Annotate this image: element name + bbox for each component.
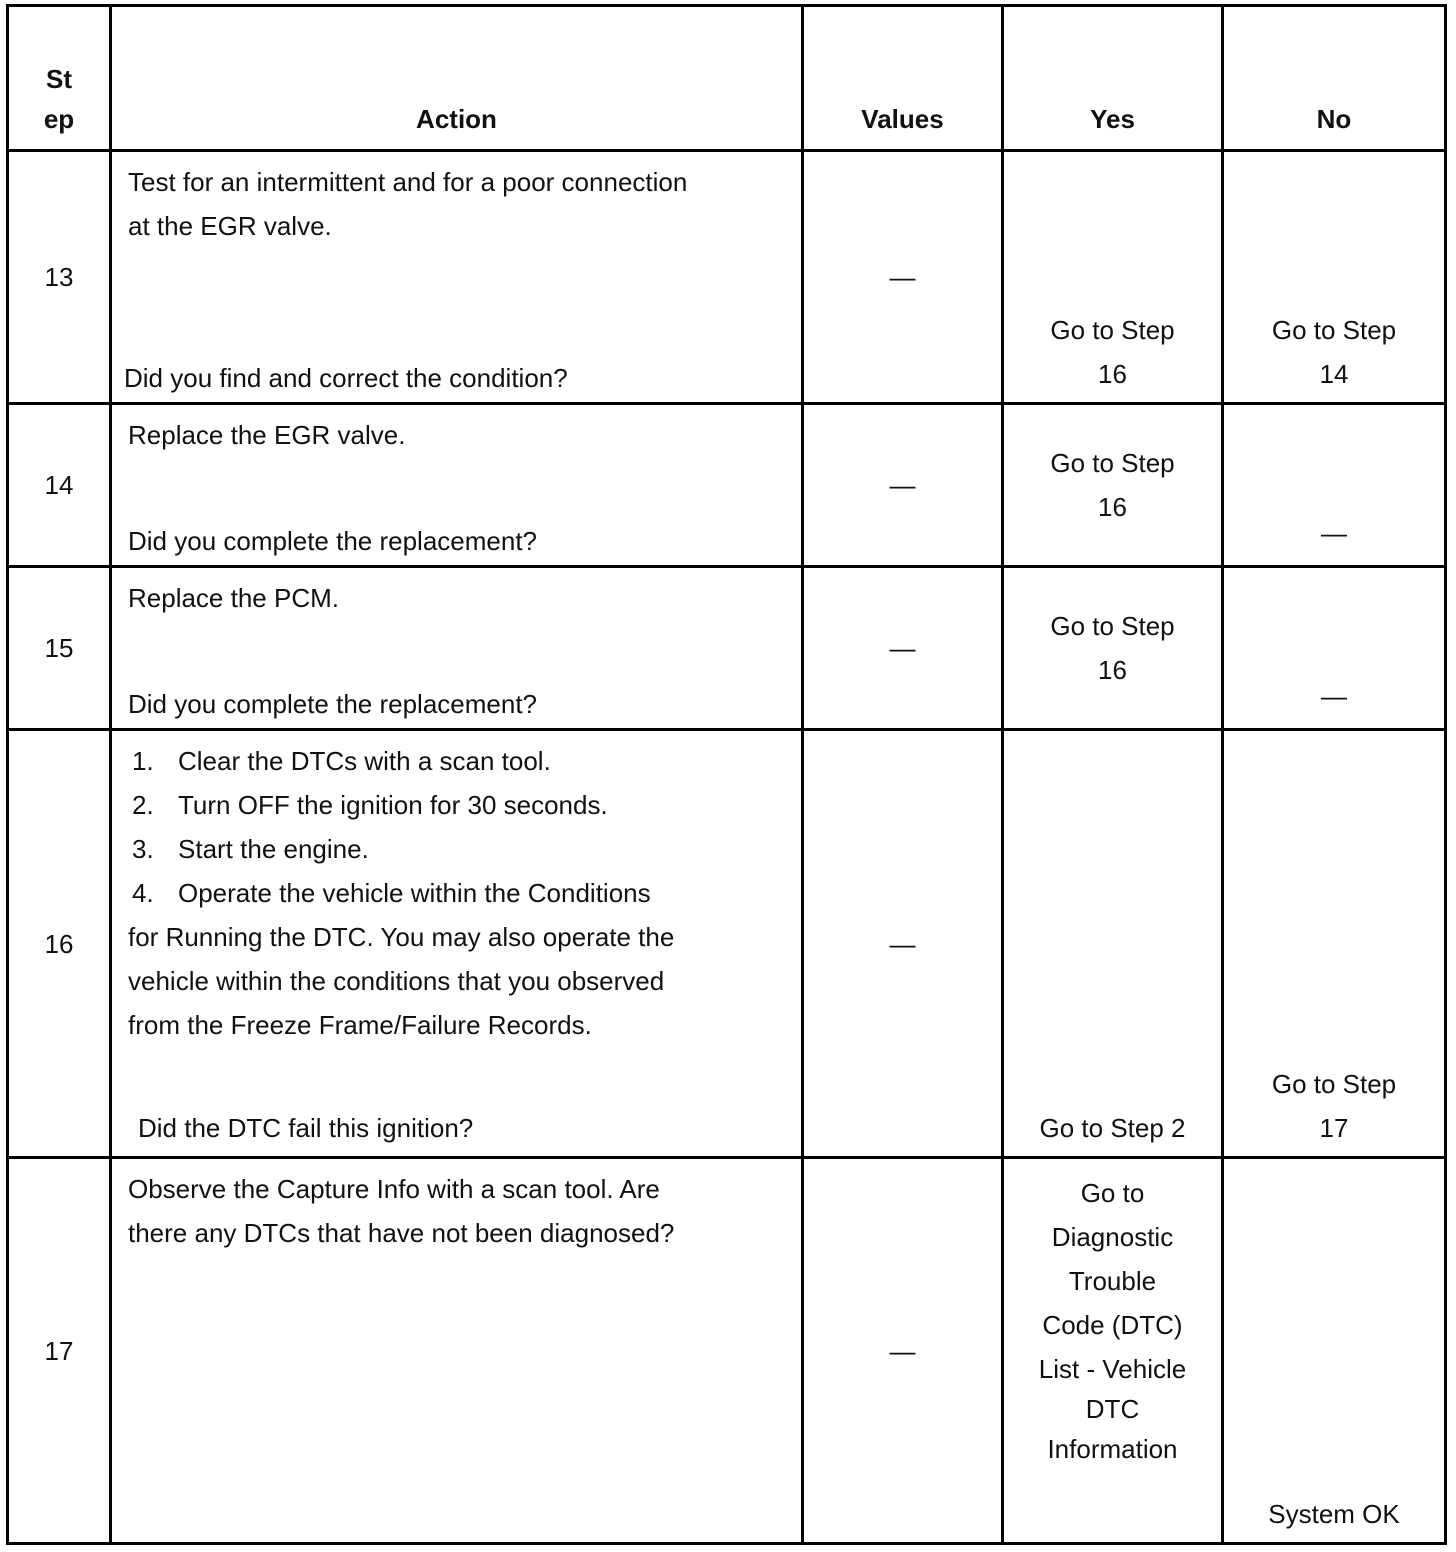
action-text: Replace the EGR valve. — [128, 420, 406, 450]
step-number: 15 — [8, 567, 111, 730]
header-no: No — [1223, 6, 1446, 151]
table-row — [8, 567, 1446, 730]
header-yes: Yes — [1003, 6, 1223, 151]
list-item: 2. Turn OFF the ignition for 30 seconds. — [132, 790, 608, 820]
header-values: Values — [803, 6, 1003, 151]
action-cell — [111, 404, 803, 567]
yes-cell: Go to Diagnostic Trouble Code (DTC) List - Vehicle DTC Information — [1003, 1158, 1223, 1544]
action-cell — [111, 730, 803, 1158]
action-text: there any DTCs that have not been diagnosed? — [128, 1218, 675, 1248]
action-text: at the EGR valve. — [128, 211, 332, 241]
yes-cell: Go to Step 16 — [1003, 404, 1223, 567]
values-cell: — — [803, 151, 1003, 404]
table-row — [8, 1158, 1446, 1544]
action-question: Did you complete the replacement? — [128, 689, 538, 719]
table-row — [8, 730, 1446, 1158]
header-step: St ep — [8, 6, 111, 151]
step-number: 13 — [8, 151, 111, 404]
yes-cell: Go to Step 16 — [1003, 567, 1223, 730]
step-number: 14 — [8, 404, 111, 567]
step-number: 16 — [8, 730, 111, 1158]
list-item: 4. Operate the vehicle within the Conditions — [132, 878, 651, 908]
diagnostic-table — [6, 4, 1447, 1545]
values-cell: — — [803, 730, 1003, 1158]
action-question: Did you complete the replacement? — [128, 526, 538, 556]
no-cell: Go to Step 14 — [1223, 151, 1446, 404]
table-row — [8, 404, 1446, 567]
action-cell — [111, 151, 803, 404]
step-number: 17 — [8, 1158, 111, 1544]
list-item: 3. Start the engine. — [132, 834, 369, 864]
action-cell — [111, 1158, 803, 1544]
header-row — [8, 6, 1446, 151]
action-question: Did the DTC fail this ignition? — [138, 1113, 474, 1143]
action-cell — [111, 567, 803, 730]
no-cell: — — [1223, 404, 1446, 567]
action-text: Test for an intermittent and for a poor connection — [128, 167, 688, 197]
action-text: Replace the PCM. — [128, 583, 339, 613]
list-item: 1. Clear the DTCs with a scan tool. — [132, 746, 551, 776]
action-text: vehicle within the conditions that you observed — [128, 966, 665, 996]
header-action: Action — [111, 6, 803, 151]
yes-cell: Go to Step 16 — [1003, 151, 1223, 404]
action-text: Observe the Capture Info with a scan tool. Are — [128, 1174, 660, 1204]
action-text: from the Freeze Frame/Failure Records. — [128, 1010, 592, 1040]
action-question: Did you find and correct the condition? — [124, 363, 568, 393]
table-row — [8, 151, 1446, 404]
diagnostic-page — [6, 4, 1444, 1544]
values-cell: — — [803, 1158, 1003, 1544]
no-cell: Go to Step 17 — [1223, 730, 1446, 1158]
yes-cell: Go to Step 2 — [1003, 730, 1223, 1158]
no-cell: System OK — [1223, 1158, 1446, 1544]
action-text: for Running the DTC. You may also operate the — [128, 922, 675, 952]
values-cell: — — [803, 567, 1003, 730]
values-cell: — — [803, 404, 1003, 567]
no-cell: — — [1223, 567, 1446, 730]
